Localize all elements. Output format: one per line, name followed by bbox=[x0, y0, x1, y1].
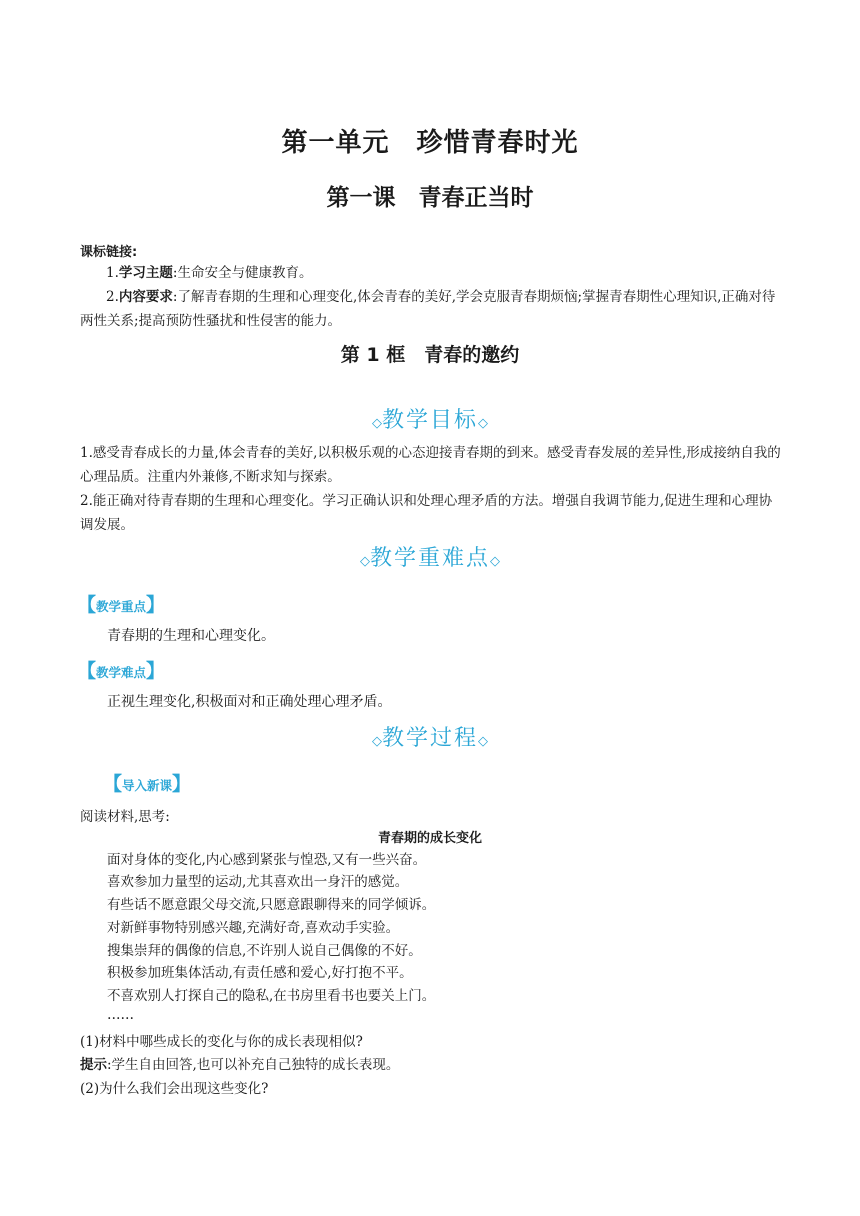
standards-item-1-prefix: 1. bbox=[106, 265, 119, 281]
standards-item-2 bbox=[80, 285, 785, 333]
diamond-icon: ◇ bbox=[478, 416, 488, 431]
material-title: 青春期的成长变化 bbox=[377, 831, 482, 846]
lesson-title: 第一课 青春正当时 bbox=[326, 185, 534, 211]
section-objectives-title: 教学目标 bbox=[381, 408, 478, 433]
bracket-open: 【 bbox=[77, 594, 97, 616]
standards-label: 课标链接: bbox=[80, 245, 138, 260]
diamond-icon: ◇ bbox=[359, 554, 370, 569]
standards-item-2-key: 内容要求 bbox=[118, 289, 173, 305]
objective-1: 1.感受青春成长的力量,体会青春的美好,以积极乐观的心态迎接青春期的到来。感受青春发展的差异性,形成接纳自我的心理品质。注重内外兼修,不断求知与探索。 bbox=[80, 445, 781, 485]
material-line: 喜欢参加力量型的运动,尤其喜欢出一身汗的感觉。 bbox=[107, 874, 409, 890]
material-line: 搜集崇拜的偶像的信息,不许别人说自己偶像的不好。 bbox=[107, 943, 422, 959]
diamond-icon: ◇ bbox=[371, 416, 382, 431]
material-line: 面对身体的变化,内心感到紧张与惶恐,又有一些兴奋。 bbox=[107, 852, 427, 868]
frame-title: 第 1 框 青春的邀约 bbox=[340, 344, 520, 366]
standards-item-2-text: :了解青春期的生理和心理变化,体会青春的美好,学会克服青春期烦恼;掌握青春期性心理知识,正确对待两性关系;提高预防性骚扰和性侵害的能力。 bbox=[80, 289, 776, 329]
tag-difficult-point bbox=[77, 656, 165, 683]
hint-text: :学生自由回答,也可以补充自己独特的成长表现。 bbox=[107, 1057, 400, 1073]
material-line: 对新鲜事物特别感兴趣,充满好奇,喜欢动手实验。 bbox=[107, 920, 400, 936]
material-line: 有些话不愿意跟父母交流,只愿意跟聊得来的同学倾诉。 bbox=[107, 897, 436, 913]
tag-key-point bbox=[77, 590, 165, 617]
bracket-close: 】 bbox=[146, 594, 166, 616]
section-process bbox=[0, 721, 860, 752]
material-ellipsis: …… bbox=[107, 1007, 134, 1023]
key-point-text: 青春期的生理和心理变化。 bbox=[107, 628, 275, 644]
standards-item-1-key: 学习主题 bbox=[118, 265, 173, 281]
diamond-icon: ◇ bbox=[371, 734, 382, 749]
tag-key-point-label: 教学重点 bbox=[96, 599, 147, 614]
tag-intro bbox=[103, 769, 191, 796]
section-process-title: 教学过程 bbox=[381, 726, 478, 751]
diamond-icon: ◇ bbox=[478, 734, 488, 749]
standards-item-1 bbox=[106, 261, 312, 285]
section-key-difficult-title: 教学重难点 bbox=[369, 546, 490, 571]
standards-item-2-prefix: 2. bbox=[106, 289, 119, 305]
difficult-point-text: 正视生理变化,积极面对和正确处理心理矛盾。 bbox=[107, 694, 392, 710]
bracket-open: 【 bbox=[103, 773, 123, 795]
question-1: (1)材料中哪些成长的变化与你的成长表现相似? bbox=[80, 1034, 363, 1050]
material-line: 积极参加班集体活动,有责任感和爱心,好打抱不平。 bbox=[107, 965, 413, 981]
intro-prompt: 阅读材料,思考: bbox=[80, 809, 170, 825]
bracket-open: 【 bbox=[77, 660, 97, 682]
unit-title: 第一单元 珍惜青春时光 bbox=[281, 128, 579, 158]
section-objectives bbox=[0, 403, 860, 434]
objective-2: 2.能正确对待青春期的生理和心理变化。学习正确认识和处理心理矛盾的方法。增强自我调节能力,促进生理和心理协调发展。 bbox=[80, 493, 773, 533]
section-key-difficult bbox=[0, 541, 860, 572]
hint bbox=[80, 1053, 399, 1073]
tag-intro-label: 导入新课 bbox=[122, 778, 173, 793]
diamond-icon: ◇ bbox=[490, 554, 500, 569]
bracket-close: 】 bbox=[172, 773, 192, 795]
material-line: 不喜欢别人打探自己的隐私,在书房里看书也要关上门。 bbox=[107, 988, 436, 1004]
standards-item-1-text: :生命安全与健康教育。 bbox=[172, 265, 313, 281]
hint-label: 提示 bbox=[80, 1057, 107, 1073]
question-2: (2)为什么我们会出现这些变化? bbox=[80, 1081, 269, 1097]
tag-difficult-point-label: 教学难点 bbox=[96, 665, 147, 680]
bracket-close: 】 bbox=[146, 660, 166, 682]
